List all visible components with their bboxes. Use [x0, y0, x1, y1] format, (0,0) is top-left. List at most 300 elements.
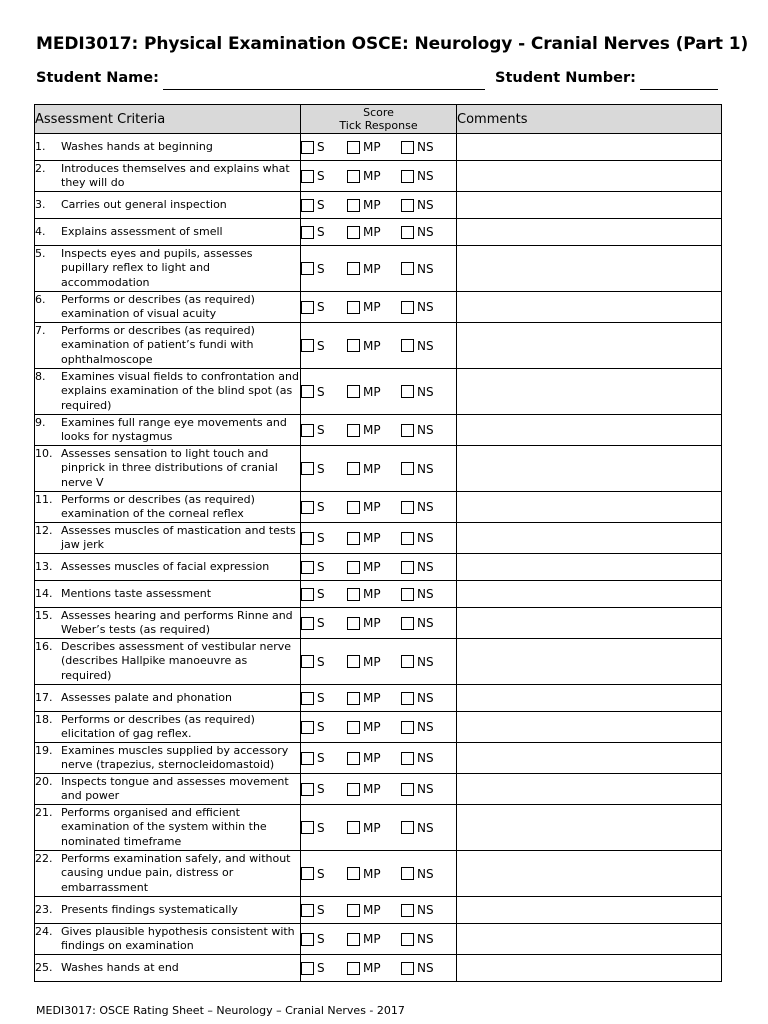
option-mp[interactable]: [347, 751, 401, 765]
option-s[interactable]: [301, 691, 347, 705]
header-tick-response: Tick Response: [339, 119, 418, 132]
option-ns-label: NS: [417, 720, 434, 734]
option-s[interactable]: [301, 932, 347, 946]
comments-cell[interactable]: [457, 219, 722, 246]
criterion-number: 21.: [35, 805, 53, 819]
option-s-label: S: [317, 384, 325, 399]
option-s[interactable]: [301, 300, 347, 314]
option-s-label: S: [317, 338, 325, 353]
checkbox-s[interactable]: [301, 821, 314, 834]
criterion-text: Examines visual fields to confrontation and explains examination of the blind spot (as required): [61, 369, 299, 412]
table-row: [35, 743, 722, 774]
comments-cell[interactable]: [457, 246, 722, 292]
score-cell: [301, 323, 457, 369]
checkbox-s[interactable]: [301, 617, 314, 630]
option-ns-label: NS: [417, 500, 434, 514]
checkbox-ns[interactable]: [401, 721, 414, 734]
checkbox-ns[interactable]: [401, 821, 414, 834]
option-mp-label: MP: [363, 198, 381, 212]
checkbox-ns[interactable]: [401, 933, 414, 946]
criterion-cell: [35, 192, 301, 219]
checkbox-ns[interactable]: [401, 462, 414, 475]
criterion-text: Assesses muscles of facial expression: [61, 559, 270, 573]
option-mp[interactable]: [347, 932, 401, 946]
option-ns-label: NS: [417, 961, 434, 975]
option-ns[interactable]: [401, 140, 434, 154]
checkbox-mp[interactable]: [347, 141, 360, 154]
criterion-number: 11.: [35, 492, 53, 506]
checkbox-s[interactable]: [301, 262, 314, 275]
option-s-label: S: [317, 461, 325, 476]
comments-cell[interactable]: [457, 955, 722, 982]
header-assessment-criteria: Assessment Criteria: [35, 105, 301, 134]
criterion-number: 16.: [35, 639, 53, 653]
checkbox-mp[interactable]: [347, 904, 360, 917]
option-ns-label: NS: [417, 384, 434, 399]
checkbox-s[interactable]: [301, 424, 314, 437]
option-s[interactable]: [301, 339, 347, 353]
option-mp[interactable]: [347, 198, 401, 212]
criterion-number: 5.: [35, 246, 46, 260]
option-mp[interactable]: [347, 821, 401, 835]
checkbox-s[interactable]: [301, 783, 314, 796]
option-mp[interactable]: [347, 531, 401, 545]
checkbox-ns[interactable]: [401, 262, 414, 275]
checkbox-ns[interactable]: [401, 617, 414, 630]
option-s-label: S: [317, 423, 325, 437]
option-s[interactable]: [301, 198, 347, 212]
option-mp[interactable]: [347, 560, 401, 574]
criterion-number: 24.: [35, 924, 53, 938]
checkbox-s[interactable]: [301, 692, 314, 705]
option-s-label: S: [317, 782, 325, 796]
comments-cell[interactable]: [457, 851, 722, 897]
option-mp[interactable]: [347, 385, 401, 399]
checkbox-s[interactable]: [301, 655, 314, 668]
option-mp[interactable]: [347, 691, 401, 705]
comments-cell[interactable]: [457, 774, 722, 805]
checkbox-ns[interactable]: [401, 385, 414, 398]
checkbox-s[interactable]: [301, 170, 314, 183]
option-ns[interactable]: [401, 423, 434, 437]
option-ns-label: NS: [417, 587, 434, 601]
option-mp[interactable]: [347, 225, 401, 239]
option-ns-label: NS: [417, 654, 434, 669]
table-row: [35, 774, 722, 805]
option-s[interactable]: [301, 531, 347, 545]
criterion-number: 22.: [35, 851, 53, 865]
table-row: [35, 639, 722, 685]
checkbox-mp[interactable]: [347, 532, 360, 545]
option-s-label: S: [317, 654, 325, 669]
criterion-text: Assesses palate and phonation: [61, 690, 232, 704]
option-s[interactable]: [301, 782, 347, 796]
comments-cell[interactable]: [457, 924, 722, 955]
option-mp[interactable]: [347, 587, 401, 601]
option-mp[interactable]: [347, 616, 401, 630]
option-s-label: S: [317, 691, 325, 705]
checkbox-ns[interactable]: [401, 783, 414, 796]
criterion-number: 13.: [35, 559, 53, 573]
header-score-label: Score: [363, 106, 394, 119]
checkbox-mp[interactable]: [347, 867, 360, 880]
checkbox-ns[interactable]: [401, 339, 414, 352]
option-s-label: S: [317, 198, 325, 212]
table-row: [35, 292, 722, 323]
option-mp-label: MP: [363, 261, 381, 276]
table-row: [35, 712, 722, 743]
checkbox-s[interactable]: [301, 339, 314, 352]
option-ns[interactable]: [401, 385, 434, 399]
criterion-cell: [35, 161, 301, 192]
student-name-field[interactable]: [163, 89, 485, 90]
option-ns[interactable]: [401, 782, 434, 796]
checkbox-mp[interactable]: [347, 501, 360, 514]
criterion-cell: [35, 897, 301, 924]
checkbox-mp[interactable]: [347, 462, 360, 475]
checkbox-ns[interactable]: [401, 962, 414, 975]
option-ns[interactable]: [401, 198, 434, 212]
option-s-label: S: [317, 300, 325, 314]
option-mp-label: MP: [363, 751, 381, 765]
criterion-text: Examines full range eye movements and looks for nystagmus: [61, 415, 287, 443]
option-s[interactable]: [301, 961, 347, 975]
option-mp-label: MP: [363, 225, 381, 239]
option-ns[interactable]: [401, 500, 434, 514]
checkbox-s[interactable]: [301, 752, 314, 765]
criterion-cell: [35, 492, 301, 523]
score-cell: [301, 608, 457, 639]
checkbox-mp[interactable]: [347, 301, 360, 314]
option-s[interactable]: [301, 385, 347, 399]
checkbox-ns[interactable]: [401, 692, 414, 705]
criterion-number: 19.: [35, 743, 53, 757]
checkbox-s[interactable]: [301, 532, 314, 545]
score-cell: [301, 192, 457, 219]
checkbox-s[interactable]: [301, 226, 314, 239]
table-row: [35, 134, 722, 161]
option-s[interactable]: [301, 423, 347, 437]
option-s[interactable]: [301, 655, 347, 669]
criterion-cell: [35, 369, 301, 415]
comments-cell[interactable]: [457, 639, 722, 685]
score-cell: [301, 554, 457, 581]
checkbox-ns[interactable]: [401, 141, 414, 154]
option-s-label: S: [317, 903, 325, 917]
option-ns-label: NS: [417, 461, 434, 476]
criterion-cell: [35, 134, 301, 161]
criterion-text: Assesses muscles of mastication and tests jaw jerk: [61, 523, 296, 551]
option-mp[interactable]: [347, 720, 401, 734]
option-s-label: S: [317, 587, 325, 601]
checkbox-s[interactable]: [301, 141, 314, 154]
option-ns-label: NS: [417, 782, 434, 796]
option-ns[interactable]: [401, 587, 434, 601]
option-ns[interactable]: [401, 531, 434, 545]
checkbox-ns[interactable]: [401, 199, 414, 212]
checkbox-mp[interactable]: [347, 692, 360, 705]
comments-cell[interactable]: [457, 161, 722, 192]
checkbox-s[interactable]: [301, 501, 314, 514]
option-ns-label: NS: [417, 338, 434, 353]
option-s[interactable]: [301, 140, 347, 154]
score-cell: [301, 219, 457, 246]
score-cell: [301, 639, 457, 685]
option-s[interactable]: [301, 587, 347, 601]
comments-cell[interactable]: [457, 743, 722, 774]
score-cell: [301, 712, 457, 743]
checkbox-ns[interactable]: [401, 226, 414, 239]
option-ns-label: NS: [417, 261, 434, 276]
comments-cell[interactable]: [457, 581, 722, 608]
checkbox-s[interactable]: [301, 904, 314, 917]
comments-cell[interactable]: [457, 805, 722, 851]
option-s-label: S: [317, 140, 325, 154]
header-score: [301, 105, 457, 134]
option-s[interactable]: [301, 500, 347, 514]
option-ns[interactable]: [401, 932, 434, 946]
comments-cell[interactable]: [457, 685, 722, 712]
criterion-text: Examines muscles supplied by accessory nerve (trapezius, sternocleidomastoid): [61, 743, 289, 771]
option-mp-label: MP: [363, 300, 381, 314]
criterion-cell: [35, 554, 301, 581]
criterion-number: 10.: [35, 446, 53, 460]
checkbox-mp[interactable]: [347, 752, 360, 765]
comments-cell[interactable]: [457, 369, 722, 415]
option-s[interactable]: [301, 462, 347, 476]
criterion-cell: [35, 805, 301, 851]
table-row: [35, 581, 722, 608]
criterion-cell: [35, 292, 301, 323]
checkbox-mp[interactable]: [347, 199, 360, 212]
option-s[interactable]: [301, 751, 347, 765]
checkbox-ns[interactable]: [401, 170, 414, 183]
score-cell: [301, 523, 457, 554]
option-ns[interactable]: [401, 616, 434, 630]
checkbox-mp[interactable]: [347, 561, 360, 574]
checkbox-ns[interactable]: [401, 655, 414, 668]
option-ns[interactable]: [401, 339, 434, 353]
option-s-label: S: [317, 225, 325, 239]
score-cell: [301, 446, 457, 492]
comments-cell[interactable]: [457, 712, 722, 743]
checkbox-s[interactable]: [301, 588, 314, 601]
option-mp[interactable]: [347, 782, 401, 796]
option-ns-label: NS: [417, 198, 434, 212]
option-mp-label: MP: [363, 782, 381, 796]
option-ns-label: NS: [417, 820, 434, 835]
option-ns[interactable]: [401, 300, 434, 314]
comments-cell[interactable]: [457, 415, 722, 446]
option-mp-label: MP: [363, 903, 381, 917]
comments-cell[interactable]: [457, 134, 722, 161]
checkbox-mp[interactable]: [347, 821, 360, 834]
criterion-number: 14.: [35, 586, 53, 600]
option-mp-label: MP: [363, 423, 381, 437]
option-s[interactable]: [301, 560, 347, 574]
checkbox-mp[interactable]: [347, 933, 360, 946]
option-ns[interactable]: [401, 225, 434, 239]
option-s[interactable]: [301, 867, 347, 881]
comments-cell[interactable]: [457, 192, 722, 219]
checkbox-ns[interactable]: [401, 904, 414, 917]
criterion-number: 17.: [35, 690, 53, 704]
option-mp[interactable]: [347, 140, 401, 154]
checkbox-ns[interactable]: [401, 301, 414, 314]
checkbox-mp[interactable]: [347, 339, 360, 352]
option-s-label: S: [317, 720, 325, 734]
option-mp[interactable]: [347, 423, 401, 437]
criterion-text: Washes hands at beginning: [61, 139, 213, 153]
criterion-cell: [35, 581, 301, 608]
table-row: [35, 955, 722, 982]
criterion-text: Describes assessment of vestibular nerve (describes Hallpike manoeuvre as required): [61, 639, 292, 682]
checkbox-mp[interactable]: [347, 962, 360, 975]
table-header-row: [35, 105, 722, 134]
table-row: [35, 492, 722, 523]
criterion-cell: [35, 523, 301, 554]
option-mp-label: MP: [363, 866, 381, 881]
option-ns-label: NS: [417, 616, 434, 630]
checkbox-ns[interactable]: [401, 424, 414, 437]
criterion-number: 12.: [35, 523, 53, 537]
option-ns[interactable]: [401, 720, 434, 734]
score-cell: [301, 743, 457, 774]
checkbox-mp[interactable]: [347, 588, 360, 601]
checkbox-s[interactable]: [301, 462, 314, 475]
checkbox-ns[interactable]: [401, 561, 414, 574]
option-ns[interactable]: [401, 560, 434, 574]
criterion-number: 4.: [35, 224, 46, 238]
checkbox-s[interactable]: [301, 385, 314, 398]
option-mp[interactable]: [347, 169, 401, 183]
option-ns[interactable]: [401, 462, 434, 476]
option-s[interactable]: [301, 225, 347, 239]
student-number-label: Student Number:: [495, 70, 636, 86]
criterion-cell: [35, 323, 301, 369]
option-mp[interactable]: [347, 300, 401, 314]
table-row: [35, 246, 722, 292]
option-mp[interactable]: [347, 339, 401, 353]
option-s[interactable]: [301, 262, 347, 276]
checkbox-mp[interactable]: [347, 226, 360, 239]
option-ns[interactable]: [401, 867, 434, 881]
checkbox-mp[interactable]: [347, 170, 360, 183]
comments-cell[interactable]: [457, 446, 722, 492]
option-s[interactable]: [301, 169, 347, 183]
option-ns[interactable]: [401, 655, 434, 669]
criterion-text: Performs or describes (as required) elicitation of gag reflex.: [61, 712, 255, 740]
option-ns[interactable]: [401, 751, 434, 765]
criterion-cell: [35, 743, 301, 774]
option-s[interactable]: [301, 903, 347, 917]
checkbox-ns[interactable]: [401, 867, 414, 880]
option-s[interactable]: [301, 720, 347, 734]
checkbox-s[interactable]: [301, 561, 314, 574]
criterion-number: 1.: [35, 139, 46, 153]
checkbox-s[interactable]: [301, 721, 314, 734]
comments-cell[interactable]: [457, 608, 722, 639]
option-ns-label: NS: [417, 932, 434, 946]
criterion-cell: [35, 246, 301, 292]
checkbox-s[interactable]: [301, 933, 314, 946]
option-mp[interactable]: [347, 262, 401, 276]
checkbox-mp[interactable]: [347, 617, 360, 630]
comments-cell[interactable]: [457, 897, 722, 924]
checkbox-ns[interactable]: [401, 752, 414, 765]
option-mp-label: MP: [363, 500, 381, 514]
criterion-text: Presents findings systematically: [61, 902, 238, 916]
comments-cell[interactable]: [457, 492, 722, 523]
option-ns[interactable]: [401, 262, 434, 276]
option-s-label: S: [317, 961, 325, 975]
score-cell: [301, 246, 457, 292]
student-number-field[interactable]: [640, 89, 718, 90]
option-mp-label: MP: [363, 616, 381, 630]
option-ns-label: NS: [417, 423, 434, 437]
criterion-cell: [35, 924, 301, 955]
comments-cell[interactable]: [457, 523, 722, 554]
checkbox-mp[interactable]: [347, 721, 360, 734]
option-s-label: S: [317, 261, 325, 276]
comments-cell[interactable]: [457, 292, 722, 323]
option-mp[interactable]: [347, 500, 401, 514]
checkbox-mp[interactable]: [347, 424, 360, 437]
comments-cell[interactable]: [457, 323, 722, 369]
option-ns[interactable]: [401, 821, 434, 835]
option-ns[interactable]: [401, 961, 434, 975]
option-mp[interactable]: [347, 903, 401, 917]
option-mp[interactable]: [347, 462, 401, 476]
checkbox-s[interactable]: [301, 199, 314, 212]
option-mp[interactable]: [347, 655, 401, 669]
checkbox-s[interactable]: [301, 962, 314, 975]
checkbox-mp[interactable]: [347, 385, 360, 398]
score-cell: [301, 774, 457, 805]
option-ns[interactable]: [401, 903, 434, 917]
option-ns-label: NS: [417, 300, 434, 314]
option-s[interactable]: [301, 821, 347, 835]
checkbox-mp[interactable]: [347, 655, 360, 668]
criterion-number: 2.: [35, 161, 46, 175]
table-row: [35, 685, 722, 712]
option-mp[interactable]: [347, 867, 401, 881]
checkbox-ns[interactable]: [401, 501, 414, 514]
comments-cell[interactable]: [457, 554, 722, 581]
checkbox-s[interactable]: [301, 301, 314, 314]
checkbox-ns[interactable]: [401, 588, 414, 601]
checkbox-s[interactable]: [301, 867, 314, 880]
criterion-number: 9.: [35, 415, 46, 429]
checkbox-ns[interactable]: [401, 532, 414, 545]
criterion-text: Inspects eyes and pupils, assesses pupillary reflex to light and accommodation: [61, 246, 253, 289]
option-s[interactable]: [301, 616, 347, 630]
option-mp[interactable]: [347, 961, 401, 975]
option-mp-label: MP: [363, 531, 381, 545]
score-cell: [301, 805, 457, 851]
checkbox-mp[interactable]: [347, 262, 360, 275]
student-info-row: [36, 70, 726, 92]
table-row: [35, 608, 722, 639]
page-footer: MEDI3017: OSCE Rating Sheet – Neurology – Cranial Nerves - 2017: [36, 1004, 405, 1017]
checkbox-mp[interactable]: [347, 783, 360, 796]
assessment-table: [34, 104, 722, 982]
option-mp-label: MP: [363, 961, 381, 975]
option-ns[interactable]: [401, 169, 434, 183]
criterion-number: 23.: [35, 902, 53, 916]
criterion-number: 25.: [35, 960, 53, 974]
option-ns[interactable]: [401, 691, 434, 705]
